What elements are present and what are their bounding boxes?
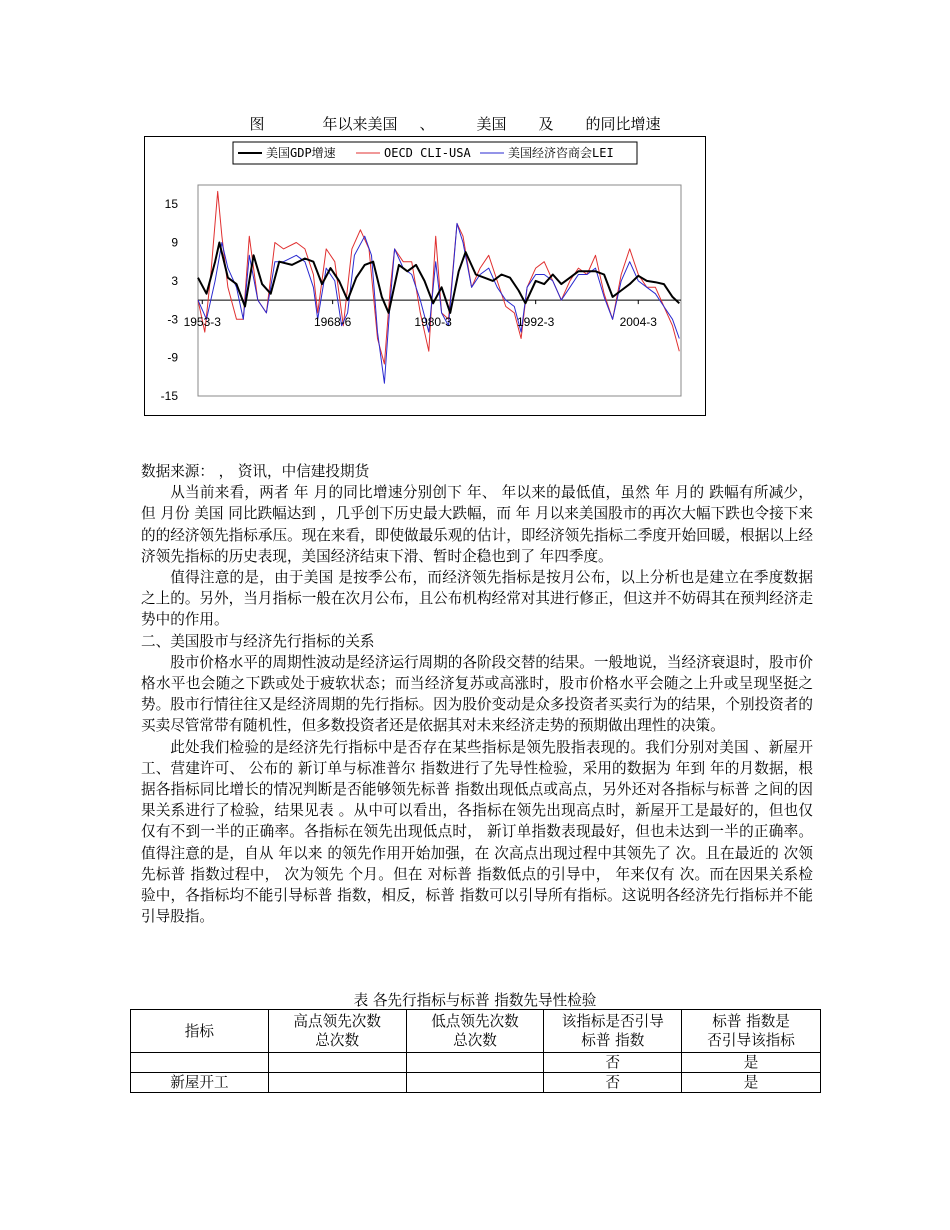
paragraph: 从当前来看，两者 年 月的同比增速分别创下 年、 年以来的最低值，虽然 年 月的 跌幅有所减少，但 月份 美国 同比跌幅达到 ，几乎创下历史最大跌幅，而 年 月以来美国股市的再次大幅下跌也令接下来的的经济领先指标承压。现在来看，即使做最乐观的估计，即经济领先指标二季度开始回暖，根据以上经济领先指标的历史表现，美国经济结束下滑、暂时企稳也到了 年四季度。 — [141, 484, 813, 565]
table-cell: 是 — [682, 1053, 821, 1073]
paragraph: 值得注意的是，由于美国 是按季公布，而经济领先指标是按月公布，以上分析也是建立在季度数据之上的。另外，当月指标一般在次月公布，且公布机构经常对其进行修正，但这并不妨碍其在预判经济走势中的作用。 — [141, 569, 813, 629]
table-header-cell: 标普 指数是 否引导该指标 — [682, 1010, 821, 1053]
x-tick-label: 1953-3 — [183, 315, 221, 330]
y-tick-label: 9 — [171, 235, 178, 250]
table-title: 表 各先行指标与标普 指数先导性检验 — [353, 992, 597, 1009]
table-cell — [406, 1073, 544, 1093]
table-header-cell: 高点领先次数 总次数 — [268, 1010, 406, 1053]
figure-title-part: 、 — [419, 115, 435, 133]
table-cell: 否 — [544, 1073, 682, 1093]
table-cell — [406, 1053, 544, 1073]
figure-title-part: 美国 — [476, 115, 507, 133]
table-row — [131, 1053, 821, 1073]
table-cell: 是 — [682, 1073, 821, 1093]
table-cell — [131, 1053, 269, 1073]
paragraph: 此处我们检验的是经济先行指标中是否存在某些指标是领先股指表现的。我们分别对美国 、新屋开工、营建许可、 公布的 新订单与标准普尔 指数进行了先导性检验，采用的数据为 年到 年的月数据，根据各指标同比增长的情况判断是否能够领先标普 指数出现低点或高点，另外还对各指标与标普 之间的因果关系进行了检验，结果见表 。从中可以看出，各指标在领先出现高点时，新屋开工是最好的，但也仅仅有不到一半的正确率。各指标在领先出现低点时， 新订单指数表现最好，但也未达到一半的正确率。值得注意的是，自从 年以来 的领先作用开始加强，在 次高点出现过程中其领先了 次。且在最近的 次领先标普 指数过程中， 次为领先 个月。但在 对标普 指数低点的引导中， 年来仅有 次。而在因果关系检验中，各指标均不能引导标普 指数，相反，标普 指数可以引导所有指标。这说明各经济先行指标并不能引导股指。 — [141, 738, 813, 926]
legend-label-oecd: OECD CLI-USA — [384, 146, 471, 160]
line-chart — [145, 137, 707, 417]
figure-title-part: 的同比增速 — [585, 115, 661, 133]
x-tick-label: 1992-3 — [516, 315, 555, 330]
table-cell — [268, 1073, 406, 1093]
table-header-row — [131, 1010, 821, 1053]
table-header-cell: 低点领先次数 总次数 — [406, 1010, 544, 1053]
paragraph: 股市价格水平的周期性波动是经济运行周期的各阶段交替的结果。一般地说，当经济衰退时，股市价格水平也会随之下跌或处于疲软状态；而当经济复苏或高涨时，股市价格水平会随之上升或呈现坚挺之势。股市行情往往又是经济周期的先行指标。因为股价变动是众多投资者买卖行为的结果，个别投资者的买卖尽管常带有随机性，但多数投资者还是依据其对未来经济走势的预期做出理性的决策。 — [141, 653, 813, 735]
table-cell: 否 — [544, 1053, 682, 1073]
table-row — [131, 1073, 821, 1093]
figure-title — [150, 113, 760, 134]
body-text — [141, 461, 813, 927]
table-header-cell: 该指标是否引导 标普 指数 — [544, 1010, 682, 1053]
table-header-cell: 指标 — [131, 1010, 269, 1053]
x-tick-label: 1968-6 — [313, 315, 352, 330]
figure-title-part: 及 — [538, 115, 554, 133]
results-table — [130, 1009, 821, 1093]
y-tick-label: -3 — [167, 312, 178, 327]
x-tick-label: 2004-3 — [619, 315, 657, 330]
y-tick-label: -15 — [160, 389, 178, 403]
figure-title-part: 年以来美国 — [322, 115, 398, 133]
legend-label-lei: 美国经济咨商会LEI — [508, 146, 614, 160]
figure-title-part: 图 — [249, 115, 265, 133]
chart-frame — [144, 136, 706, 416]
section-heading: 二、美国股市与经济先行指标的关系 — [141, 632, 375, 650]
table-cell: 新屋开工 — [131, 1073, 269, 1093]
legend-label-gdp: 美国GDP增速 — [266, 146, 336, 160]
y-tick-label: 3 — [171, 273, 178, 288]
x-tick-label: 1980-3 — [414, 315, 452, 330]
table-cell — [268, 1053, 406, 1073]
y-tick-label: -9 — [167, 350, 178, 365]
source-note: 数据来源： ， 资讯，中信建投期货 — [141, 463, 370, 480]
y-tick-label: 15 — [164, 197, 178, 212]
